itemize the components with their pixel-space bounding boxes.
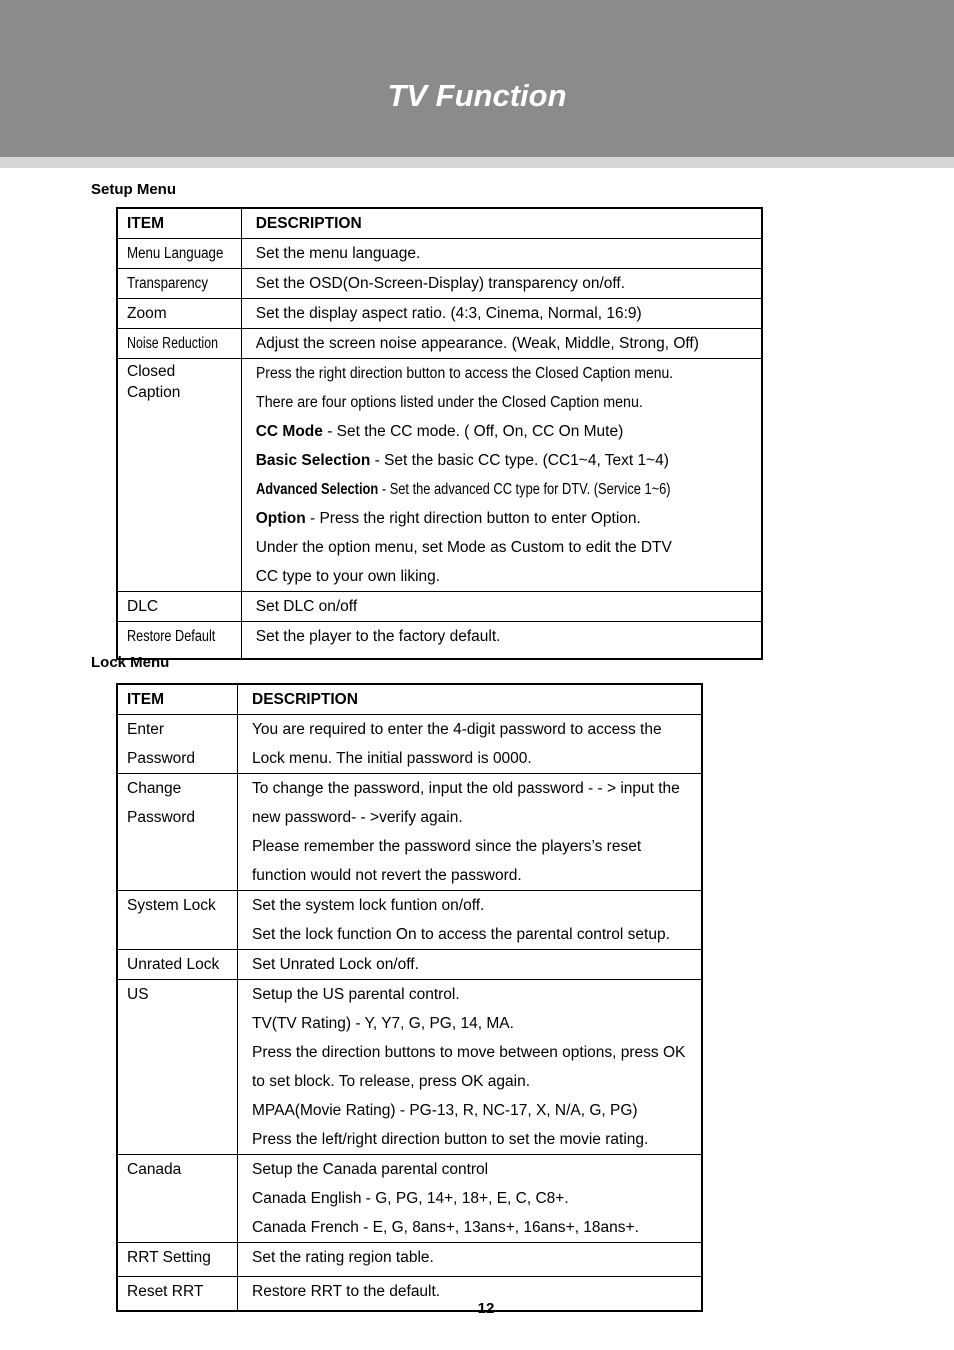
- table-row: [117, 269, 762, 299]
- description-column-header: DESCRIPTION: [241, 208, 762, 239]
- description-column-header: DESCRIPTION: [238, 684, 703, 715]
- table-row: [117, 622, 762, 659]
- table-row: [117, 950, 702, 980]
- table-row: [117, 359, 762, 592]
- setup-menu-heading: Setup Menu: [91, 181, 176, 198]
- table-row: [117, 715, 702, 774]
- item-cell: Reset RRT: [117, 1277, 238, 1311]
- description-cell: Set the menu language.: [241, 239, 762, 269]
- description-cell: You are required to enter the 4-digit password to access the Lock menu. The initial password is 0000.: [238, 715, 703, 774]
- item-cell: Change Password: [117, 774, 238, 891]
- description-cell: Set the rating region table.: [238, 1243, 703, 1277]
- description-cell: Set the OSD(On-Screen-Display) transparency on/off.: [241, 269, 762, 299]
- item-column-header: ITEM: [117, 684, 238, 715]
- item-cell: Canada: [117, 1155, 238, 1243]
- banner-divider: [0, 157, 954, 168]
- page-title: TV Function: [387, 78, 567, 113]
- item-column-header: ITEM: [117, 208, 241, 239]
- item-cell: Enter Password: [117, 715, 238, 774]
- table-row: [117, 1155, 702, 1243]
- lock-menu-heading: Lock Menu: [91, 654, 170, 671]
- item-cell: System Lock: [117, 891, 238, 950]
- table-row: [117, 774, 702, 891]
- lock-menu-table: [116, 683, 703, 1312]
- item-cell: Unrated Lock: [117, 950, 238, 980]
- item-cell: RRT Setting: [117, 1243, 238, 1277]
- item-cell: US: [117, 980, 238, 1155]
- item-cell: DLC: [117, 592, 241, 622]
- description-cell: Press the right direction button to access the Closed Caption menu. There are four options listed under the Closed Caption menu. CC Mode - Set the CC mode. ( Off, On, CC On Mute) Basic Selection - Set the basic CC type. (CC1~4, Text 1~4) Advanced Selection - Set the advanced CC type for DTV. (Service 1~6) Option - Press the right direction button to enter Option. Under the option menu, set Mode as Custom to edit the DTV CC type to your own liking.: [241, 359, 762, 592]
- description-cell: Set DLC on/off: [241, 592, 762, 622]
- description-cell: Set the player to the factory default.: [241, 622, 762, 659]
- table-row: [117, 891, 702, 950]
- description-cell: Set the system lock funtion on/off. Set the lock function On to access the parental control setup.: [238, 891, 703, 950]
- table-row: [117, 299, 762, 329]
- description-cell: To change the password, input the old password - - > input the new password- - >verify again. Please remember the password since the players’s reset function would not revert the password.: [238, 774, 703, 891]
- table-header-row: [117, 208, 762, 239]
- item-cell: Restore Default: [117, 622, 241, 659]
- table-header-row: [117, 684, 702, 715]
- setup-menu-table: [116, 207, 763, 660]
- description-cell: Set Unrated Lock on/off.: [238, 950, 703, 980]
- description-cell: Setup the US parental control. TV(TV Rating) - Y, Y7, G, PG, 14, MA. Press the direction buttons to move between options, press OK to set block. To release, press OK again. MPAA(Movie Rating) - PG-13, R, NC-17, X, N/A, G, PG) Press the left/right direction button to set the movie rating.: [238, 980, 703, 1155]
- item-cell: Zoom: [117, 299, 241, 329]
- description-cell: Set the display aspect ratio. (4:3, Cinema, Normal, 16:9): [241, 299, 762, 329]
- description-cell: Setup the Canada parental control Canada English - G, PG, 14+, 18+, E, C, C8+. Canada French - E, G, 8ans+, 13ans+, 16ans+, 18ans+.: [238, 1155, 703, 1243]
- description-cell: Restore RRT to the default.: [238, 1277, 703, 1311]
- page-number: 12: [477, 1300, 495, 1317]
- table-row: [117, 1243, 702, 1277]
- item-cell: Menu Language: [117, 239, 241, 269]
- table-row: [117, 592, 762, 622]
- item-cell: Transparency: [117, 269, 241, 299]
- table-row: [117, 980, 702, 1155]
- description-cell: Adjust the screen noise appearance. (Weak, Middle, Strong, Off): [241, 329, 762, 359]
- table-row: [117, 239, 762, 269]
- item-cell: Noise Reduction: [117, 329, 241, 359]
- table-row: [117, 329, 762, 359]
- item-cell: Closed Caption: [117, 359, 241, 592]
